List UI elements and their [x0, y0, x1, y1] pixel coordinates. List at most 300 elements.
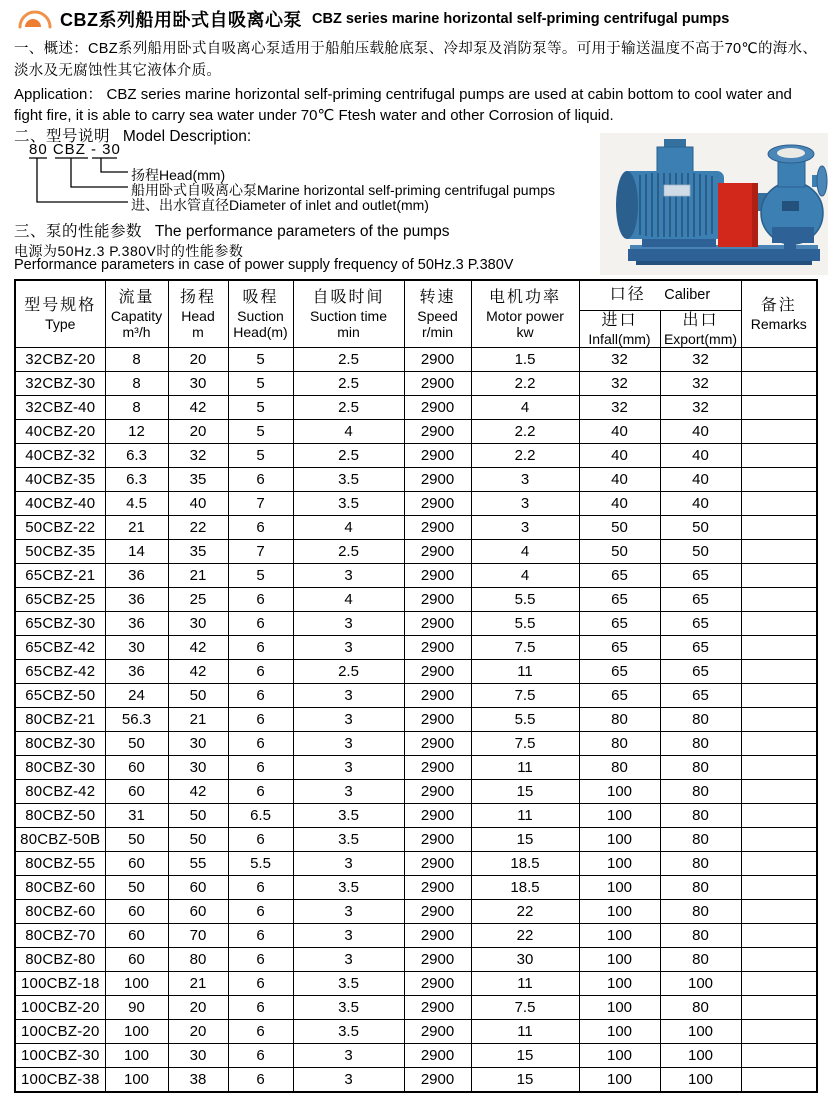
table-cell	[741, 707, 817, 731]
col-header-export-zh: 出口	[682, 311, 719, 329]
table-cell: 6.3	[105, 467, 168, 491]
table-cell: 2900	[404, 755, 471, 779]
table-cell: 8	[105, 347, 168, 371]
performance-section-heading	[14, 219, 449, 241]
table-cell	[741, 611, 817, 635]
table-cell: 2900	[404, 1067, 471, 1092]
table-cell	[741, 395, 817, 419]
table-cell: 3.5	[293, 971, 404, 995]
table-cell: 2900	[404, 1019, 471, 1043]
table-cell: 80	[168, 947, 228, 971]
table-cell: 65	[579, 587, 660, 611]
table-cell: 22	[471, 923, 579, 947]
table-cell: 6	[228, 467, 293, 491]
table-cell: 6	[228, 611, 293, 635]
table-cell: 100	[579, 851, 660, 875]
table-cell: 40CBZ-32	[15, 443, 105, 467]
table-cell: 15	[471, 827, 579, 851]
table-cell: 2900	[404, 923, 471, 947]
table-cell: 6	[228, 707, 293, 731]
table-cell: 50CBZ-22	[15, 515, 105, 539]
table-cell: 31	[105, 803, 168, 827]
table-cell: 50	[105, 731, 168, 755]
table-cell: 32	[579, 395, 660, 419]
col-header-type-en: Type	[45, 315, 76, 332]
table-cell: 70	[168, 923, 228, 947]
table-cell: 2.5	[293, 395, 404, 419]
performance-section-heading-en: The performance parameters of the pumps	[154, 223, 450, 240]
table-cell: 2900	[404, 467, 471, 491]
table-cell: 2.2	[471, 419, 579, 443]
table-row	[15, 1019, 817, 1043]
col-header-head-unit: m	[192, 323, 204, 340]
table-cell: 3	[293, 731, 404, 755]
table-cell: 42	[168, 395, 228, 419]
table-cell: 6.3	[105, 443, 168, 467]
table-cell: 4	[471, 395, 579, 419]
table-cell: 60	[105, 947, 168, 971]
table-cell	[741, 779, 817, 803]
table-cell: 3	[293, 611, 404, 635]
table-cell: 15	[471, 779, 579, 803]
col-header-export-en: Export(mm)	[663, 330, 738, 347]
table-cell: 2900	[404, 539, 471, 563]
table-cell: 24	[105, 683, 168, 707]
table-cell: 3	[293, 635, 404, 659]
table-cell: 18.5	[471, 851, 579, 875]
table-cell: 3.5	[293, 467, 404, 491]
col-header-speed-zh: 转速	[419, 288, 456, 306]
table-cell: 100	[660, 1067, 741, 1092]
table-cell: 20	[168, 347, 228, 371]
table-cell: 3	[471, 491, 579, 515]
table-cell: 6	[228, 827, 293, 851]
table-cell: 6.5	[228, 803, 293, 827]
col-header-suction	[228, 280, 293, 347]
power-supply-note-zh: 电源为50Hz.3 P.380V时的性能参数	[14, 243, 244, 259]
table-cell: 80CBZ-30	[15, 755, 105, 779]
table-cell: 100	[579, 923, 660, 947]
col-header-head-zh: 扬程	[179, 288, 216, 306]
diagram-label-pump-type: 船用卧式自吸离心泵Marine horizontal self-priming centrifugal pumps	[131, 182, 556, 198]
table-row	[15, 995, 817, 1019]
table-cell: 32CBZ-20	[15, 347, 105, 371]
table-cell: 2900	[404, 491, 471, 515]
table-row	[15, 755, 817, 779]
table-cell: 65CBZ-42	[15, 659, 105, 683]
table-row	[15, 779, 817, 803]
table-cell: 40	[579, 443, 660, 467]
table-cell: 40	[660, 467, 741, 491]
performance-section-heading-zh: 三、泵的性能参数	[14, 223, 143, 240]
col-header-suction-time	[293, 280, 404, 347]
table-cell: 30	[168, 731, 228, 755]
model-section-heading-en: Model Description:	[122, 128, 252, 145]
table-cell: 80	[660, 899, 741, 923]
col-header-head-en: Head	[181, 307, 215, 324]
table-cell: 40CBZ-40	[15, 491, 105, 515]
col-header-suction-en: Suction	[237, 307, 284, 324]
table-cell: 100	[579, 1019, 660, 1043]
table-cell: 80	[579, 755, 660, 779]
model-section-heading-zh: 二、型号说明	[14, 128, 111, 145]
col-header-motor-power-en: Motor power	[486, 307, 564, 324]
table-cell: 80	[660, 875, 741, 899]
table-cell	[741, 875, 817, 899]
table-cell: 80CBZ-50	[15, 803, 105, 827]
table-cell: 4	[293, 515, 404, 539]
sunrise-logo-icon	[16, 6, 54, 32]
table-cell: 2900	[404, 371, 471, 395]
table-cell: 5.5	[471, 707, 579, 731]
table-cell: 18.5	[471, 875, 579, 899]
table-cell: 6	[228, 755, 293, 779]
table-row	[15, 539, 817, 563]
table-cell: 2.5	[293, 347, 404, 371]
col-header-infall	[579, 310, 660, 347]
table-cell: 30	[168, 371, 228, 395]
table-cell: 2900	[404, 827, 471, 851]
table-cell: 35	[168, 467, 228, 491]
table-cell	[741, 1043, 817, 1067]
table-cell: 65	[660, 563, 741, 587]
table-cell: 2900	[404, 443, 471, 467]
table-cell: 100	[105, 971, 168, 995]
table-cell: 35	[168, 539, 228, 563]
table-row	[15, 467, 817, 491]
table-cell: 30	[471, 947, 579, 971]
table-cell: 11	[471, 659, 579, 683]
table-row	[15, 611, 817, 635]
table-cell: 11	[471, 1019, 579, 1043]
col-header-motor-power-unit: kw	[516, 323, 534, 340]
table-cell: 100CBZ-18	[15, 971, 105, 995]
table-cell: 3	[293, 1067, 404, 1092]
table-cell: 80	[579, 731, 660, 755]
table-cell: 32	[168, 443, 228, 467]
table-cell: 65	[660, 683, 741, 707]
table-cell	[741, 923, 817, 947]
table-cell: 2900	[404, 731, 471, 755]
table-cell: 60	[168, 875, 228, 899]
table-cell: 60	[105, 779, 168, 803]
table-cell: 3.5	[293, 803, 404, 827]
table-cell: 80	[660, 755, 741, 779]
table-cell: 8	[105, 371, 168, 395]
table-cell: 6	[228, 731, 293, 755]
col-header-capacity-en: Capatity	[110, 307, 163, 324]
col-header-suction-unit: Head(m)	[233, 323, 288, 340]
table-cell: 4	[293, 419, 404, 443]
table-cell: 32	[660, 371, 741, 395]
table-cell: 50	[168, 683, 228, 707]
table-cell: 30	[105, 635, 168, 659]
table-cell: 40	[660, 491, 741, 515]
table-cell: 6	[228, 515, 293, 539]
table-cell: 50	[579, 515, 660, 539]
table-cell: 3	[293, 1043, 404, 1067]
table-cell: 50	[660, 539, 741, 563]
table-cell: 2900	[404, 1043, 471, 1067]
col-header-export	[660, 310, 741, 347]
table-cell: 100CBZ-20	[15, 995, 105, 1019]
table-cell: 42	[168, 659, 228, 683]
table-cell: 21	[105, 515, 168, 539]
table-cell: 2900	[404, 635, 471, 659]
table-cell	[741, 419, 817, 443]
table-cell: 6	[228, 779, 293, 803]
table-cell	[741, 443, 817, 467]
table-cell: 6	[228, 971, 293, 995]
model-code: 80 CBZ - 30	[29, 141, 121, 158]
col-header-motor-power-zh: 电机功率	[488, 288, 561, 306]
table-cell: 6	[228, 659, 293, 683]
table-row	[15, 563, 817, 587]
table-cell: 56.3	[105, 707, 168, 731]
table-cell: 80	[660, 947, 741, 971]
table-row	[15, 683, 817, 707]
table-cell: 2.5	[293, 659, 404, 683]
table-cell: 2.5	[293, 539, 404, 563]
table-row	[15, 731, 817, 755]
performance-table	[14, 279, 818, 1093]
table-cell: 2.2	[471, 443, 579, 467]
col-header-suction-time-zh: 自吸时间	[312, 288, 385, 306]
table-cell: 80	[660, 779, 741, 803]
table-cell: 5.5	[228, 851, 293, 875]
table-cell: 6	[228, 947, 293, 971]
table-cell: 5	[228, 371, 293, 395]
col-header-suction-time-en: Suction time	[309, 307, 388, 324]
table-cell: 3	[293, 899, 404, 923]
table-cell: 30	[168, 755, 228, 779]
table-cell: 3.5	[293, 875, 404, 899]
table-cell: 65	[660, 587, 741, 611]
table-cell: 15	[471, 1043, 579, 1067]
table-cell: 80CBZ-60	[15, 899, 105, 923]
table-cell: 100	[660, 1019, 741, 1043]
table-cell: 20	[168, 419, 228, 443]
table-cell: 60	[105, 755, 168, 779]
table-cell: 100	[579, 995, 660, 1019]
overview-paragraph-zh: 一、概述：CBZ系列船用卧式自吸离心泵适用于船舶压载舱底泵、冷却泵及消防泵等。可用于输送温度不高于70℃的海水、淡水及无腐蚀性其它液体介质。	[14, 41, 818, 79]
table-cell	[741, 731, 817, 755]
table-cell: 6	[228, 1043, 293, 1067]
table-row	[15, 1043, 817, 1067]
table-cell: 6	[228, 683, 293, 707]
table-cell	[741, 587, 817, 611]
table-cell: 36	[105, 659, 168, 683]
table-cell: 40	[660, 419, 741, 443]
table-row	[15, 803, 817, 827]
table-cell: 2900	[404, 899, 471, 923]
table-cell: 100	[579, 899, 660, 923]
table-cell: 80CBZ-42	[15, 779, 105, 803]
overview-paragraph-en: Application： CBZ series marine horizontal self-priming centrifugal pumps are used at cabin bottom to cool water and fight fire, it is able to carry sea water under 70℃ Ftesh water and other Corrosion of liquid.	[14, 86, 792, 124]
table-cell: 42	[168, 779, 228, 803]
table-cell: 50	[105, 875, 168, 899]
table-cell: 3	[293, 563, 404, 587]
table-cell	[741, 899, 817, 923]
table-cell: 2900	[404, 659, 471, 683]
table-cell	[741, 515, 817, 539]
table-cell: 3	[293, 707, 404, 731]
table-cell: 100	[579, 1067, 660, 1092]
table-cell: 100	[579, 947, 660, 971]
table-cell: 22	[168, 515, 228, 539]
col-header-capacity-zh: 流量	[118, 288, 155, 306]
diagram-label-head: 扬程Head(mm)	[131, 167, 226, 183]
table-cell: 4.5	[105, 491, 168, 515]
table-cell	[741, 947, 817, 971]
table-cell: 2900	[404, 779, 471, 803]
col-header-type-zh: 型号规格	[24, 296, 97, 314]
col-header-caliber-en: Caliber	[664, 287, 711, 304]
page-title-en: CBZ series marine horizontal self-priming centrifugal pumps	[312, 11, 730, 27]
table-cell: 38	[168, 1067, 228, 1092]
table-cell: 7.5	[471, 683, 579, 707]
table-cell: 3.5	[293, 827, 404, 851]
table-cell: 2900	[404, 971, 471, 995]
table-cell: 32	[660, 347, 741, 371]
table-cell: 2900	[404, 947, 471, 971]
col-header-head	[168, 280, 228, 347]
table-cell: 4	[293, 587, 404, 611]
table-cell: 2900	[404, 347, 471, 371]
table-cell	[741, 971, 817, 995]
table-cell: 3	[293, 683, 404, 707]
table-cell: 2900	[404, 515, 471, 539]
table-cell	[741, 683, 817, 707]
table-cell: 60	[168, 899, 228, 923]
table-row	[15, 851, 817, 875]
table-cell: 50	[168, 803, 228, 827]
table-cell: 100	[579, 803, 660, 827]
table-cell: 11	[471, 971, 579, 995]
table-cell: 40	[579, 467, 660, 491]
table-cell: 2900	[404, 995, 471, 1019]
table-cell: 100	[579, 1043, 660, 1067]
table-cell: 32	[579, 371, 660, 395]
table-cell: 65	[579, 659, 660, 683]
table-cell: 2900	[404, 707, 471, 731]
table-cell: 3.5	[293, 491, 404, 515]
table-cell: 80	[579, 707, 660, 731]
table-row	[15, 395, 817, 419]
table-cell: 40	[579, 419, 660, 443]
table-cell	[741, 563, 817, 587]
table-row	[15, 515, 817, 539]
table-cell: 80	[660, 827, 741, 851]
table-cell: 3	[293, 755, 404, 779]
table-row	[15, 659, 817, 683]
table-cell	[741, 995, 817, 1019]
table-cell: 2900	[404, 875, 471, 899]
table-cell	[741, 851, 817, 875]
table-cell: 30	[168, 611, 228, 635]
table-cell: 65CBZ-30	[15, 611, 105, 635]
table-cell: 21	[168, 707, 228, 731]
table-cell: 50	[579, 539, 660, 563]
table-cell: 100	[579, 779, 660, 803]
table-row	[15, 1067, 817, 1092]
table-cell: 40	[168, 491, 228, 515]
col-header-speed-en: Speed	[417, 307, 458, 324]
table-cell: 100	[579, 971, 660, 995]
table-cell: 3	[293, 779, 404, 803]
table-cell: 7.5	[471, 635, 579, 659]
table-cell: 5	[228, 443, 293, 467]
table-cell: 6	[228, 875, 293, 899]
table-cell: 20	[168, 1019, 228, 1043]
table-cell: 5	[228, 395, 293, 419]
table-row	[15, 635, 817, 659]
table-cell	[741, 635, 817, 659]
table-cell: 4	[471, 563, 579, 587]
table-row	[15, 947, 817, 971]
table-cell: 65CBZ-25	[15, 587, 105, 611]
table-cell: 50CBZ-35	[15, 539, 105, 563]
table-cell: 100	[105, 1067, 168, 1092]
col-header-suction-time-unit: min	[337, 323, 360, 340]
table-cell: 5	[228, 347, 293, 371]
table-cell: 12	[105, 419, 168, 443]
table-cell: 36	[105, 563, 168, 587]
table-cell: 6	[228, 995, 293, 1019]
table-cell: 40CBZ-20	[15, 419, 105, 443]
col-header-capacity-unit: m³/h	[122, 323, 151, 340]
table-cell	[741, 1067, 817, 1092]
table-cell: 30	[168, 1043, 228, 1067]
table-cell: 100CBZ-38	[15, 1067, 105, 1092]
table-cell: 2900	[404, 683, 471, 707]
table-cell: 3	[293, 851, 404, 875]
table-cell: 80CBZ-21	[15, 707, 105, 731]
col-header-infall-en: Infall(mm)	[588, 330, 651, 347]
table-cell: 6	[228, 587, 293, 611]
col-header-speed	[404, 280, 471, 347]
table-cell: 32	[579, 347, 660, 371]
table-cell: 21	[168, 971, 228, 995]
table-cell	[741, 347, 817, 371]
table-cell: 40	[660, 443, 741, 467]
table-cell: 65	[579, 563, 660, 587]
col-header-speed-unit: r/min	[421, 323, 454, 340]
table-cell: 6	[228, 1019, 293, 1043]
table-cell	[741, 803, 817, 827]
power-supply-note-en: Performance parameters in case of power supply frequency of 50Hz.3 P.380V	[14, 257, 514, 273]
table-cell: 80	[660, 923, 741, 947]
col-header-type	[15, 280, 105, 347]
table-cell: 40CBZ-35	[15, 467, 105, 491]
table-cell: 80	[660, 707, 741, 731]
table-cell: 100CBZ-30	[15, 1043, 105, 1067]
table-row	[15, 371, 817, 395]
table-cell: 32CBZ-40	[15, 395, 105, 419]
table-cell: 2900	[404, 803, 471, 827]
table-cell: 65	[660, 659, 741, 683]
table-row	[15, 827, 817, 851]
table-cell: 2.5	[293, 443, 404, 467]
table-cell: 3	[471, 515, 579, 539]
table-cell	[741, 659, 817, 683]
diagram-label-diameter: 进、出水管直径Diameter of inlet and outlet(mm)	[131, 197, 429, 213]
table-cell: 36	[105, 611, 168, 635]
table-cell: 100CBZ-20	[15, 1019, 105, 1043]
table-row	[15, 971, 817, 995]
table-cell	[741, 755, 817, 779]
table-row	[15, 419, 817, 443]
